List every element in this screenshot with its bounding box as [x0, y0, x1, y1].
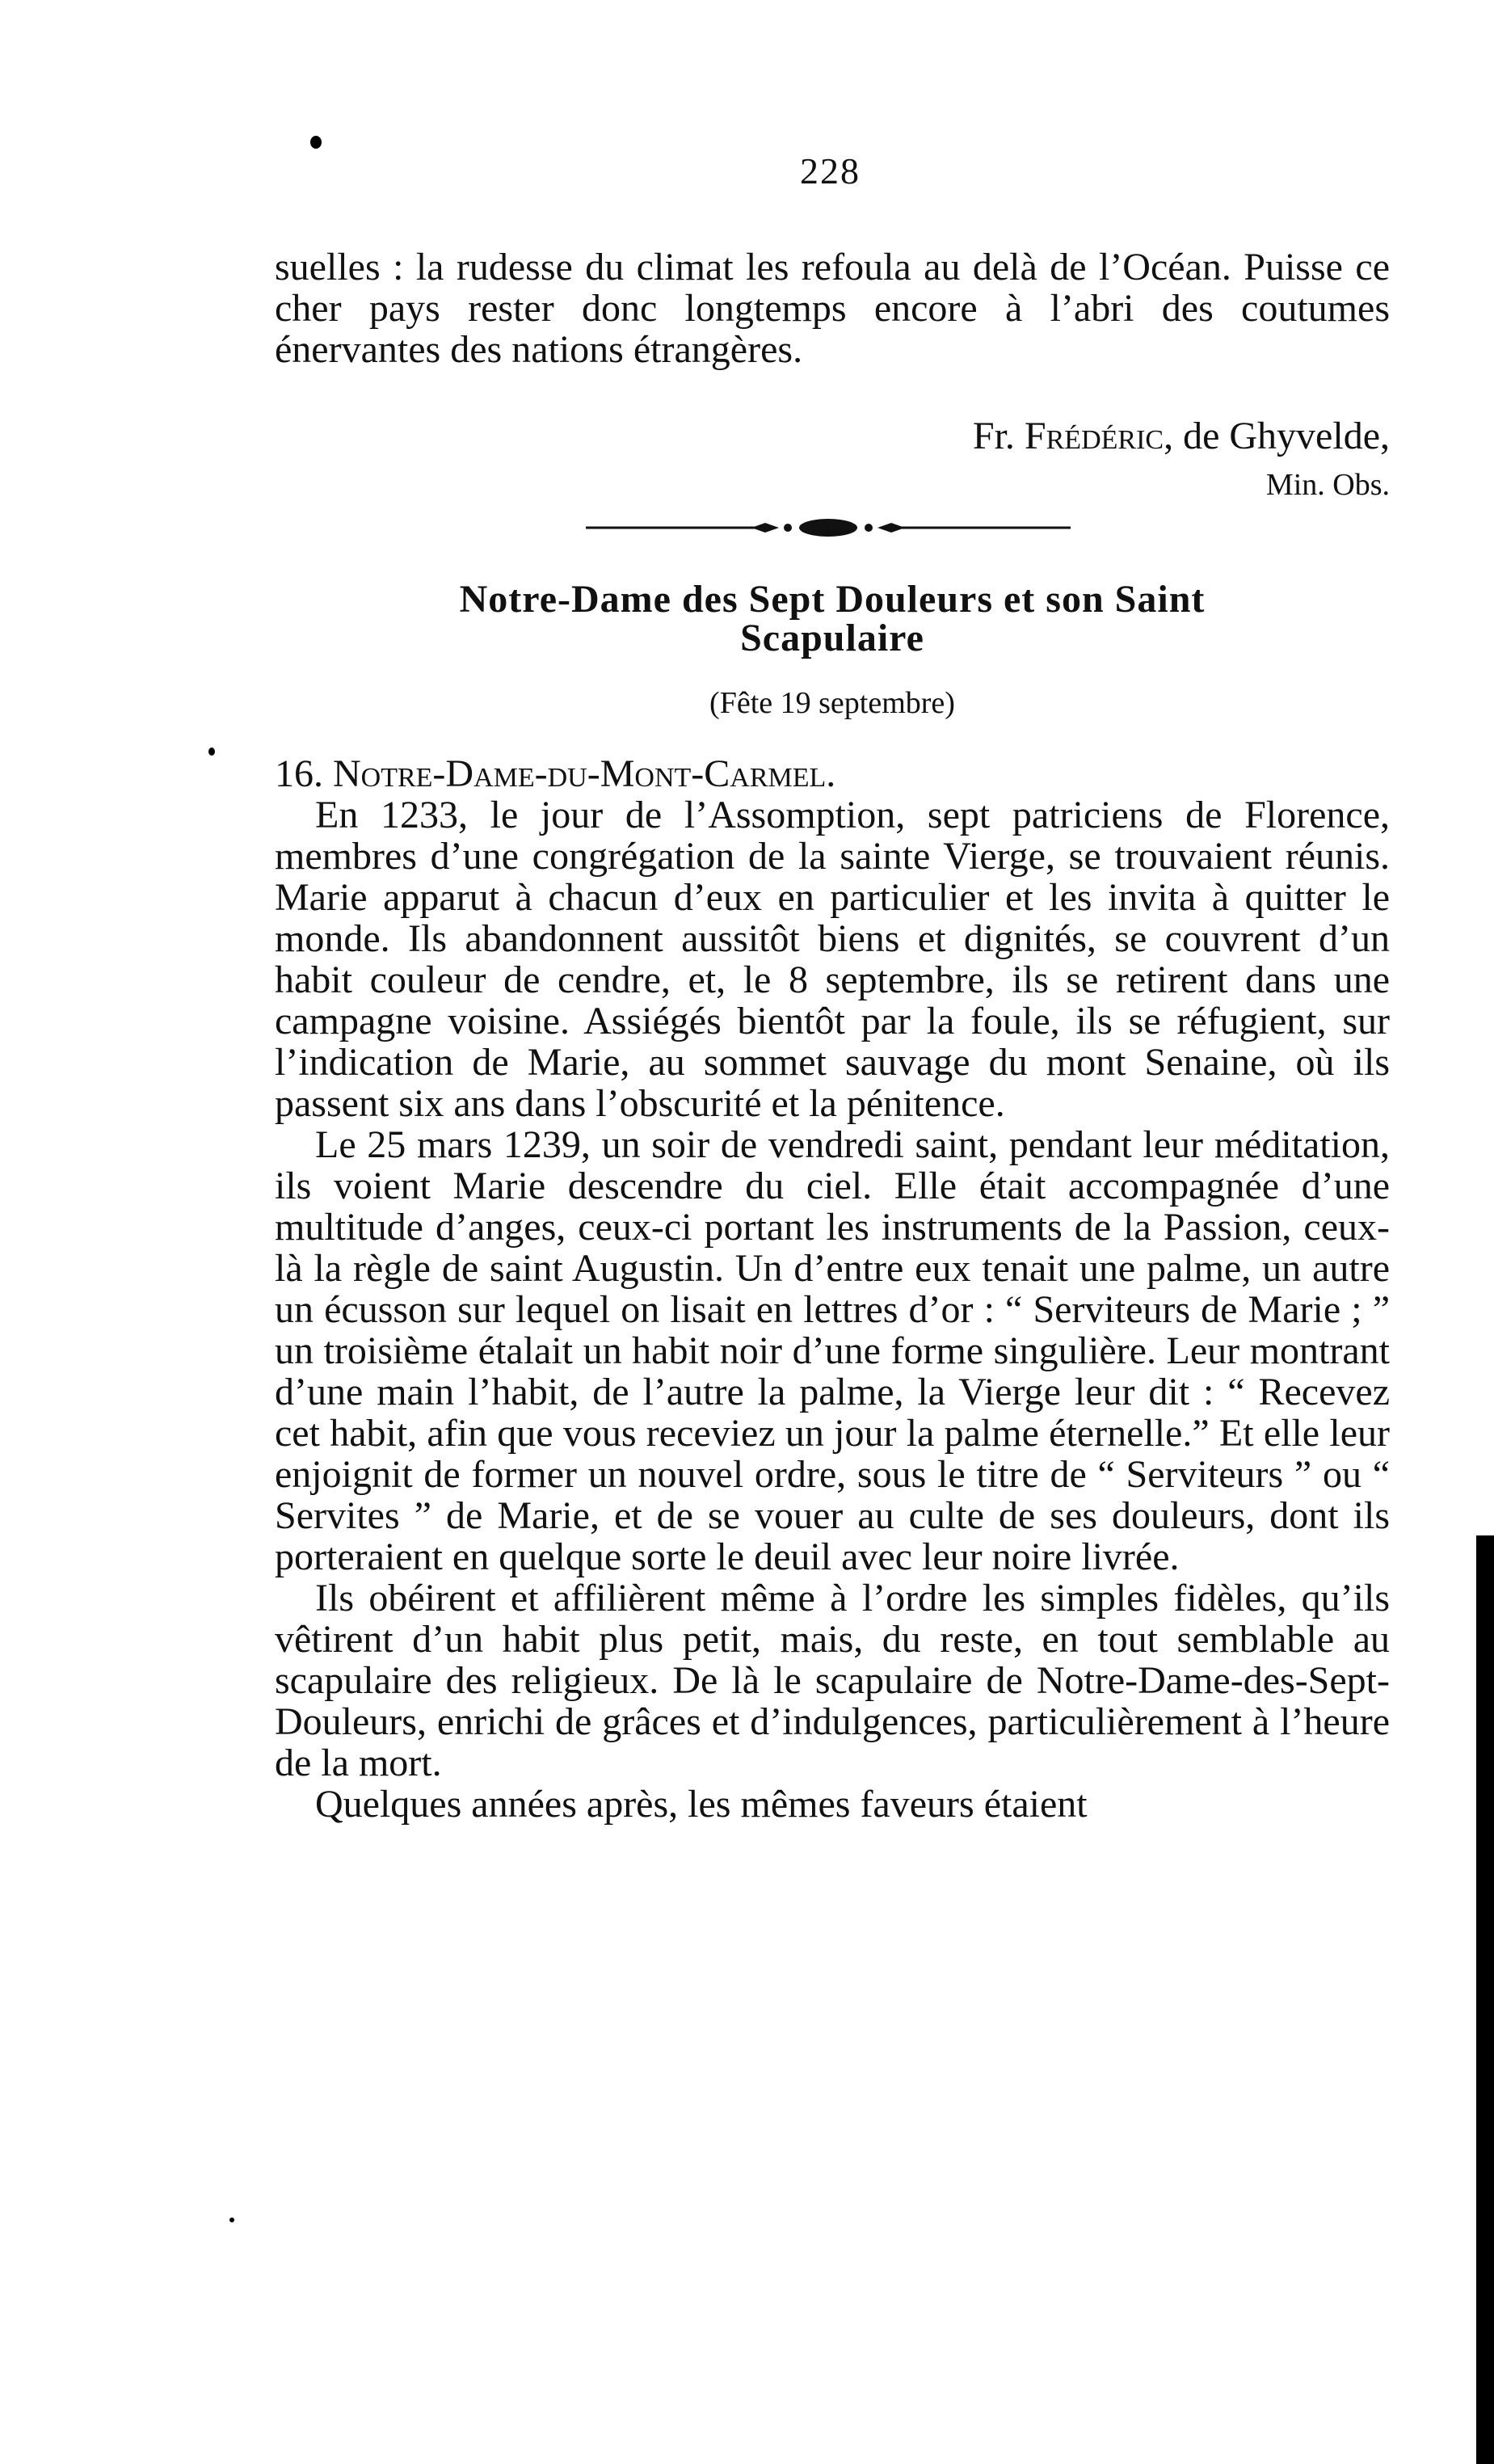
article-title [275, 580, 1390, 658]
signature-prefix: Fr. [972, 415, 1025, 457]
author-order: Min. Obs. [1265, 468, 1390, 502]
section-title: Notre-Dame-du-Mont-Carmel. [333, 752, 836, 795]
author-signature [973, 414, 1390, 458]
previous-article-text [275, 246, 1390, 370]
body-paragraph: En 1233, le jour de l’Assomption, sept patriciens de Florence, membres d’une congrégation de la sainte Vierge, se trouvaient réunis. Marie apparut à chacun d’eux en particulier et les invita à quitter le monde. Ils abandonnent aussitôt biens et dignités, se couvrent d’un habit couleur de cendre, et, le 8 septembre, ils se retirent dans une campagne voisine. Assiégés bientôt par la foule, ils se réfugient, sur l’indication de Marie, au sommet sauvage du mont Senaine, où ils passent six ans dans l’obscurité et la pénitence. [275, 794, 1390, 1125]
article-body [275, 753, 1390, 1825]
section-number: 16. [275, 752, 333, 795]
page-number: 228 [800, 150, 861, 192]
section-heading [275, 753, 1390, 794]
scan-speck [229, 2218, 234, 2222]
book-page [275, 0, 1390, 2464]
previous-article-paragraph: suelles : la rudesse du climat les refoula au delà de l’Océan. Puisse ce cher pays rester donc longtemps encore à l’abri des coutumes énervantes des nations étrangères. [275, 246, 1390, 371]
body-paragraph: Ils obéirent et affilièrent même à l’ordre les simples fidèles, qu’ils vêtirent d’un habit plus petit, mais, du reste, en tout semblable au scapulaire des religieux. De là le scapulaire de Notre-Dame-des-Sept-Douleurs, enrichi de grâces et d’indulgences, particulièrement à l’heure de la mort. [275, 1577, 1390, 1784]
feast-date: (Fête 19 septembre) [709, 686, 955, 720]
signature-name: Frédéric [1024, 415, 1164, 457]
scan-speck [310, 136, 322, 149]
article-title-line-1: Notre-Dame des Sept Douleurs et son Saint [459, 578, 1206, 621]
body-paragraph: Le 25 mars 1239, un soir de vendredi saint, pendant leur méditation, ils voient Marie descendre du ciel. Elle était accompagnée d’une multitude d’anges, ceux-ci portant les instruments de la Passion, ceux-là la règle de saint Augustin. Un d’entre eux tenait une palme, un autre un écusson sur lequel on lisait en lettres d’or : “ Serviteurs de Marie ; ” un troisième étalait un habit noir d’une forme singulière. Leur montrant d’une main l’habit, de l’autre la palme, la Vierge leur dit : “ Recevez cet habit, afin que vous receviez un jour la palme éternelle.” Et elle leur enjoignit de former un nouvel ordre, sous le titre de “ Serviteurs ” ou “ Servites ” de Marie, et de se vouer au culte de ses douleurs, dont ils porteraient en quelque sorte le deuil avec leur noire livrée. [275, 1123, 1390, 1578]
article-title-line-2: Scapulaire [740, 617, 924, 659]
scan-speck [208, 748, 215, 756]
ornamental-divider [586, 516, 1071, 540]
signature-suffix: , de Ghyvelde, [1164, 415, 1390, 457]
scan-edge-shadow [1476, 1535, 1494, 2464]
body-paragraph: Quelques années après, les mêmes faveurs étaient [315, 1783, 1088, 1826]
